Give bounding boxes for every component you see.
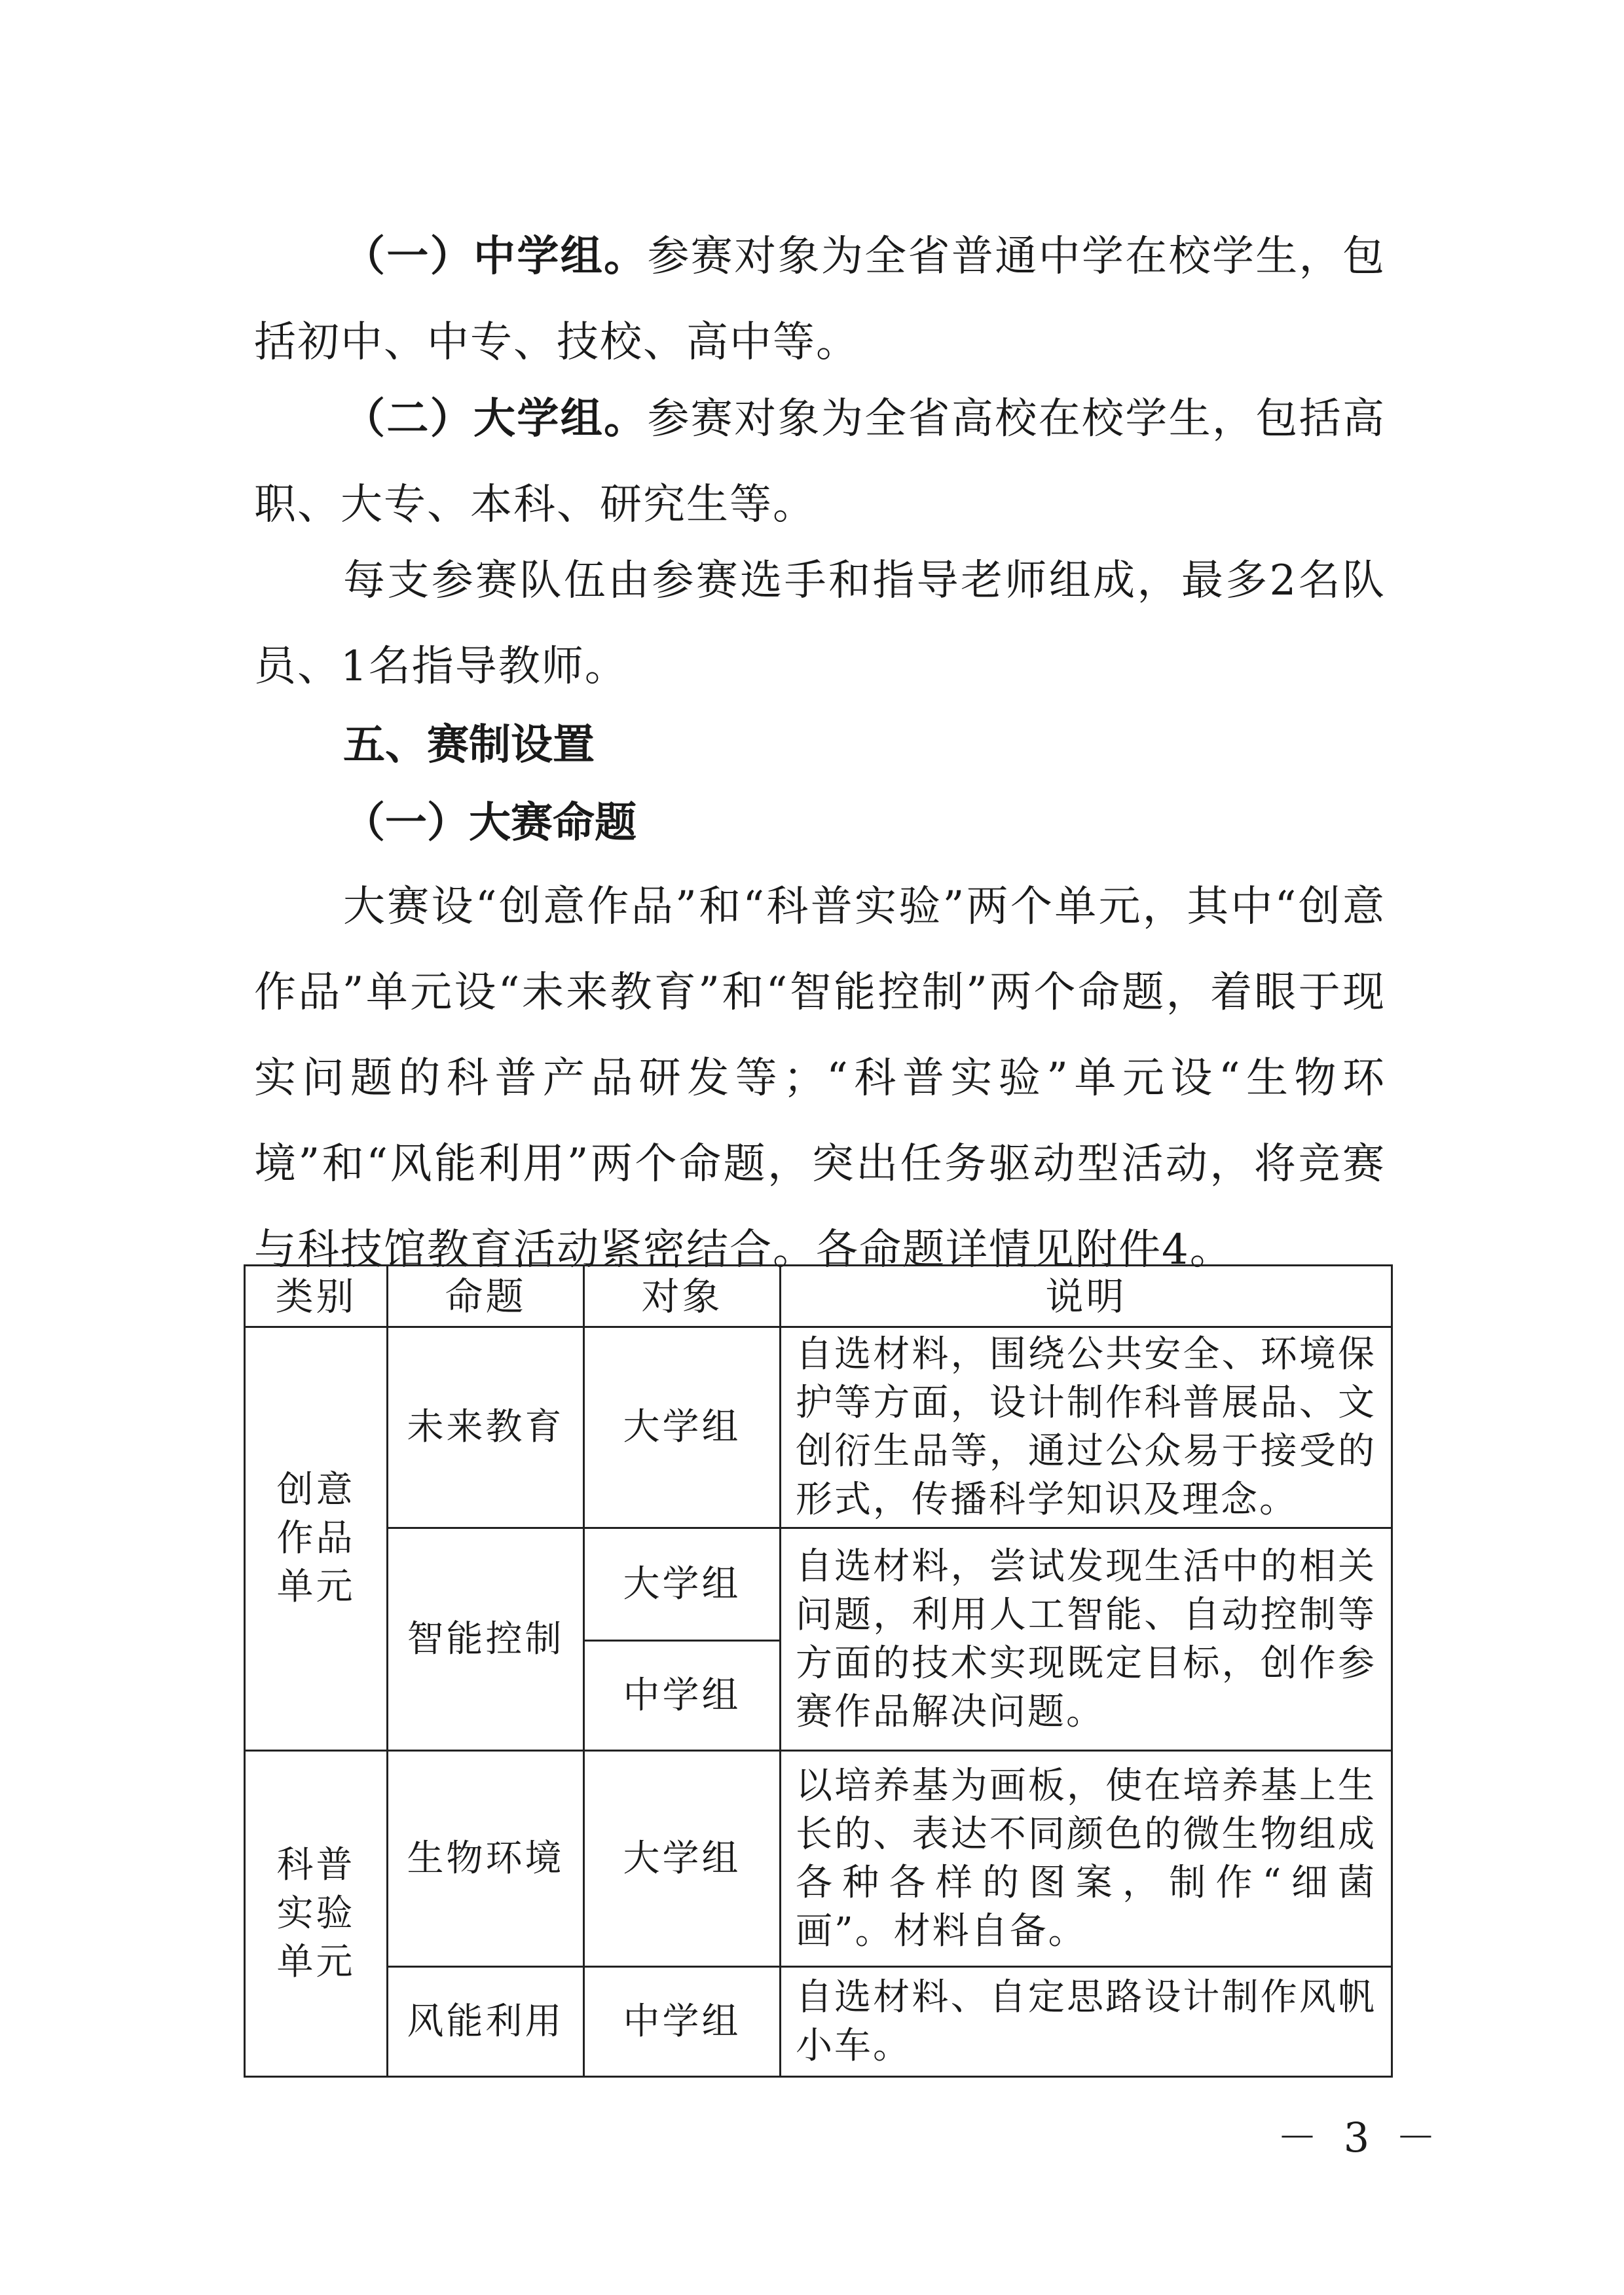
header-topic: 命题 (388, 1266, 584, 1327)
target-middle-school: 中学组 (584, 1967, 781, 2077)
topic-future-education: 未来教育 (388, 1327, 584, 1528)
description-bio-environment: 以培养基为画板，使在培养基上生长的、表达不同颜色的微生物组成各种各样的图案，制作“细菌画”。材料自备。 (781, 1751, 1392, 1967)
university-group-heading: （二）大学组。 (343, 394, 648, 443)
description-intelligent-control: 自选材料，尝试发现生活中的相关问题，利用人工智能、自动控制等方面的技术实现既定目标，创作参赛作品解决问题。 (781, 1528, 1392, 1751)
paragraph-middle-school-group (254, 213, 1386, 386)
table-header-row (245, 1266, 1392, 1327)
target-university: 大学组 (584, 1528, 781, 1641)
table-row (245, 1327, 1392, 1528)
topic-intelligent-control: 智能控制 (388, 1528, 584, 1751)
header-category: 类别 (245, 1266, 388, 1327)
target-middle-school: 中学组 (584, 1641, 781, 1751)
header-target: 对象 (584, 1266, 781, 1327)
table-row (245, 1967, 1392, 2077)
target-university: 大学组 (584, 1327, 781, 1528)
description-wind-energy: 自选材料、自定思路设计制作风帆小车。 (781, 1967, 1392, 2077)
header-description: 说明 (781, 1266, 1392, 1327)
target-university: 大学组 (584, 1751, 781, 1967)
middle-school-group-text: 参赛对象为全省普通中学在校学生，包括初中、中专、技校、高中等。 (254, 232, 1386, 367)
topic-wind-energy: 风能利用 (388, 1967, 584, 2077)
middle-school-group-heading: （一）中学组。 (343, 232, 648, 281)
table-row (245, 1528, 1392, 1641)
description-future-education: 自选材料，围绕公共安全、环境保护等方面，设计制作科普展品、文创衍生品等，通过公众易于接受的形式，传播科学知识及理念。 (781, 1327, 1392, 1528)
subsection-heading-competition-topics: （一）大赛命题 (343, 798, 637, 847)
page-number: － 3 － (1277, 2114, 1443, 2161)
university-group-text: 参赛对象为全省高校在校学生，包括高职、大专、本科、研究生等。 (254, 395, 1386, 529)
topics-table (244, 1264, 1393, 2078)
paragraph-team-composition: 每支参赛队伍由参赛选手和指导老师组成，最多2名队员、1名指导教师。 (254, 557, 1386, 691)
topic-bio-environment: 生物环境 (388, 1751, 584, 1967)
category-creative-works: 创意作品单元 (245, 1327, 388, 1751)
paragraph-topics-description: 大赛设“创意作品”和“科普实验”两个单元，其中“创意作品”单元设“未来教育”和“智能控制”两个命题，着眼于现实问题的科普产品研发等；“科普实验”单元设“生物环境”和“风能利用”两个命题，突出任务驱动型活动，将竞赛与科技馆教育活动紧密结合。各命题详情见附件4。 (254, 883, 1386, 1274)
category-science-experiment: 科普实验单元 (245, 1751, 388, 2077)
table-row (245, 1751, 1392, 1967)
section-heading-competition-format: 五、赛制设置 (343, 720, 595, 769)
paragraph-university-group (254, 376, 1386, 548)
